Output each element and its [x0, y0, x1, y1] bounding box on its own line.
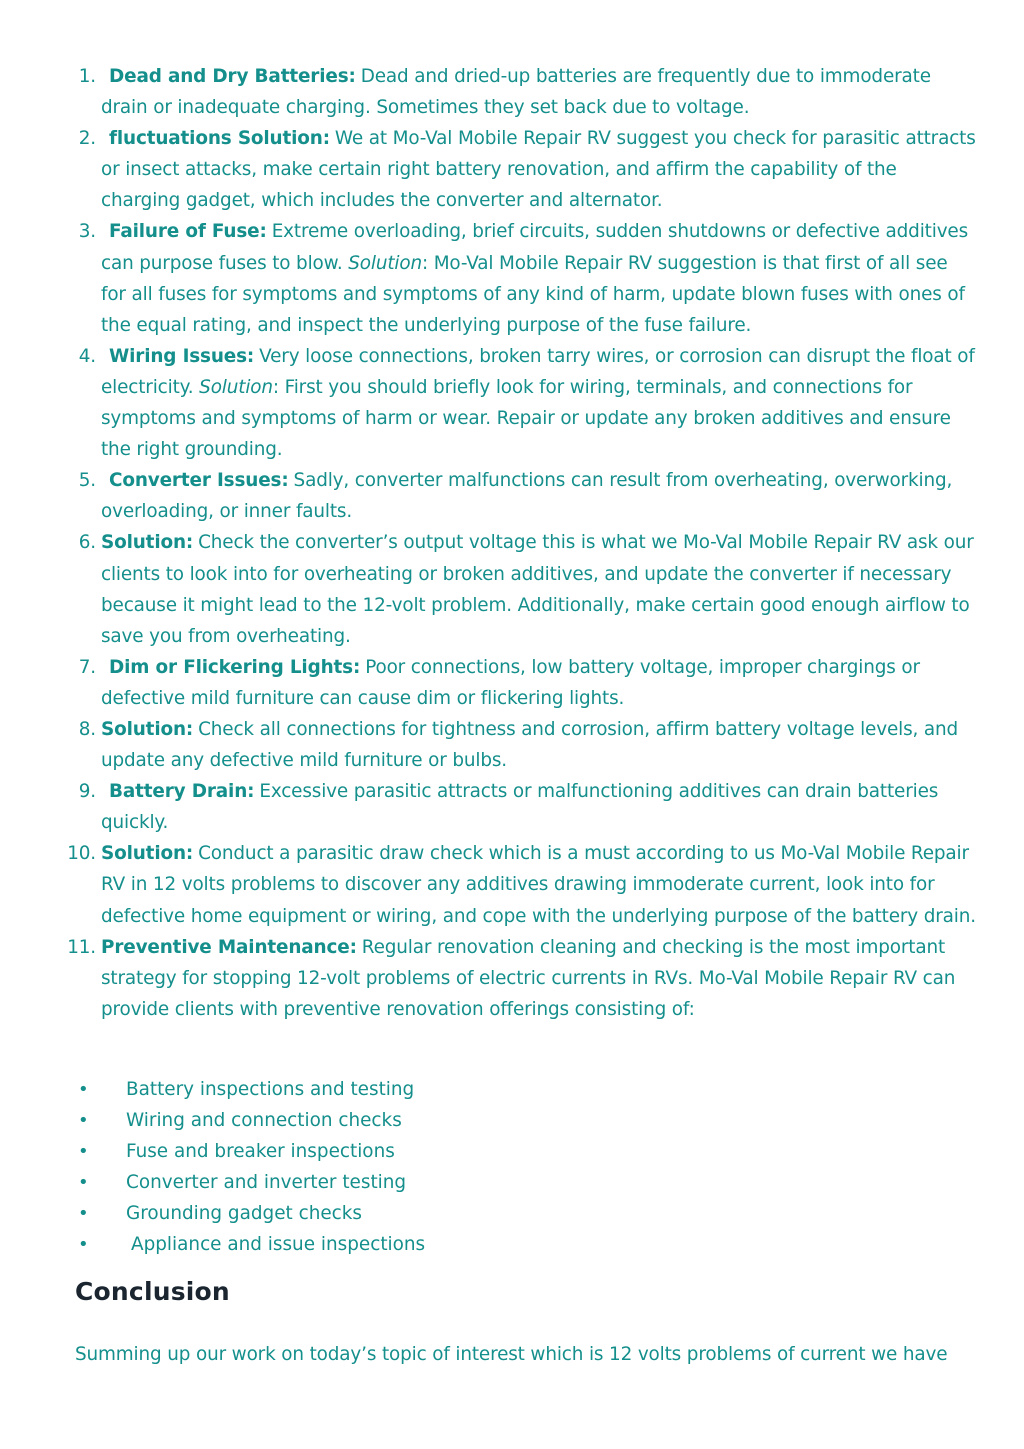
- item-lead: Preventive Maintenance:: [101, 936, 357, 958]
- list-item: [0, 776, 1024, 838]
- bullet-item: [0, 1074, 1024, 1105]
- item-lead: Battery Drain:: [109, 781, 255, 803]
- item-number: 9.: [78, 781, 96, 803]
- conclusion-paragraph: Summing up our work on today’s topic of interest which is 12 volts problems of current we have: [75, 1344, 948, 1365]
- conclusion-heading: Conclusion: [75, 1277, 230, 1306]
- list-item: [0, 838, 1024, 931]
- item-lead: Wiring Issues:: [109, 345, 255, 367]
- list-item: [0, 652, 1024, 714]
- item-lead: Solution:: [101, 718, 194, 740]
- bullet-dot-icon: •: [78, 1203, 89, 1225]
- item-text: We at Mo-Val Mobile Repair RV suggest you check for parasitic attracts or insect attacks, make certain right battery renovation, and affirm the capability of the charging gadget, which includes the converter and alternator.: [101, 128, 976, 212]
- item-number: 10.: [67, 843, 96, 865]
- item-lead: Failure of Fuse:: [109, 221, 267, 243]
- bullet-item: [0, 1229, 1024, 1260]
- bullet-item: [0, 1167, 1024, 1198]
- bullet-text: Appliance and issue inspections: [131, 1234, 426, 1256]
- item-text: Sadly, converter malfunctions can result from overheating, overworking, overloading, or inner faults.: [101, 470, 953, 523]
- item-text: Very loose connections, broken tarry wires, or corrosion can disrupt the float of electricity.: [101, 345, 975, 398]
- bullet-text: Fuse and breaker inspections: [126, 1141, 395, 1163]
- item-lead: Dead and Dry Batteries:: [109, 66, 356, 87]
- list-item: [0, 465, 1024, 527]
- bullet-text: Grounding gadget checks: [126, 1203, 363, 1225]
- bullet-text: Converter and inverter testing: [126, 1172, 407, 1194]
- item-number: 6.: [78, 532, 96, 554]
- list-item: [0, 527, 1024, 651]
- item-number: 11.: [67, 936, 96, 958]
- item-text: Excessive parasitic attracts or malfunctioning additives can drain batteries quickly.: [101, 781, 939, 834]
- item-lead: Dim or Flickering Lights:: [109, 656, 361, 678]
- list-item: [0, 216, 1024, 340]
- bullet-text: Wiring and connection checks: [126, 1110, 402, 1132]
- list-item: [0, 714, 1024, 776]
- item-text: Dead and dried-up batteries are frequently due to immoderate drain or inadequate charging. Sometimes they set back due to voltage.: [101, 66, 931, 119]
- item-lead: Solution:: [101, 532, 194, 554]
- item-text-after: : First you should briefly look for wiring, terminals, and connections for symptoms and symptoms of harm or wear. Repair or update any broken additives and ensure the right grounding.: [101, 376, 951, 461]
- item-number: 3.: [78, 221, 96, 243]
- bullet-item: [0, 1136, 1024, 1167]
- list-item: [0, 123, 1024, 216]
- item-number: 7.: [78, 656, 96, 678]
- item-lead: Converter Issues:: [109, 470, 289, 492]
- maintenance-offerings-list: [0, 1074, 1024, 1261]
- item-number: 4.: [78, 345, 96, 367]
- item-text: Regular renovation cleaning and checking is the most important strategy for stopping 12-volt problems of electric currents in RVs. Mo-Val Mobile Repair RV can provide clients with preventive renovation offerings consisting of:: [101, 936, 956, 1020]
- bullet-text: Battery inspections and testing: [126, 1079, 415, 1100]
- item-lead: Solution:: [101, 843, 194, 865]
- troubleshooting-list: [0, 61, 1024, 1025]
- item-text: Check all connections for tightness and corrosion, affirm battery voltage levels, and update any defective mild furniture or bulbs.: [101, 718, 959, 772]
- item-italic: Solution: [199, 376, 273, 398]
- bullet-dot-icon: •: [78, 1079, 89, 1100]
- list-item: [0, 932, 1024, 1025]
- bullet-dot-icon: •: [78, 1141, 89, 1163]
- bullet-item: [0, 1198, 1024, 1229]
- item-text: Poor connections, low battery voltage, improper chargings or defective mild furniture can cause dim or flickering lights.: [101, 656, 920, 709]
- item-text: Conduct a parasitic draw check which is a must according to us Mo-Val Mobile Repair RV in 12 volts problems to discover any additives drawing immoderate current, look into for defective home equipment or wiring, and cope with the underlying purpose of the battery drain.: [101, 843, 976, 927]
- bullet-dot-icon: •: [78, 1234, 89, 1256]
- item-lead: fluctuations Solution:: [109, 128, 330, 150]
- item-text: Extreme overloading, brief circuits, sudden shutdowns or defective additives can purpose fuses to blow.: [101, 221, 969, 274]
- list-item: [0, 61, 1024, 123]
- list-item: [0, 341, 1024, 465]
- item-number: 2.: [78, 128, 96, 150]
- item-number: 5.: [78, 470, 96, 492]
- bullet-item: [0, 1105, 1024, 1136]
- item-number: 8.: [78, 718, 96, 740]
- item-number: 1.: [78, 66, 96, 87]
- bullet-dot-icon: •: [78, 1172, 89, 1194]
- item-text: Check the converter’s output voltage this is what we Mo-Val Mobile Repair RV ask our clients to look into for overheating or broken additives, and update the converter if necessary because it might lead to the 12-volt problem. Additionally, make certain good enough airflow to save you from overheating.: [101, 532, 974, 647]
- item-italic: Solution: [348, 252, 422, 274]
- item-text-after: : Mo-Val Mobile Repair RV suggestion is that first of all see for all fuses for symptoms and symptoms of any kind of harm, update blown fuses with ones of the equal rating, and inspect the underlying purpose of the fuse failure.: [101, 252, 965, 336]
- bullet-dot-icon: •: [78, 1110, 89, 1132]
